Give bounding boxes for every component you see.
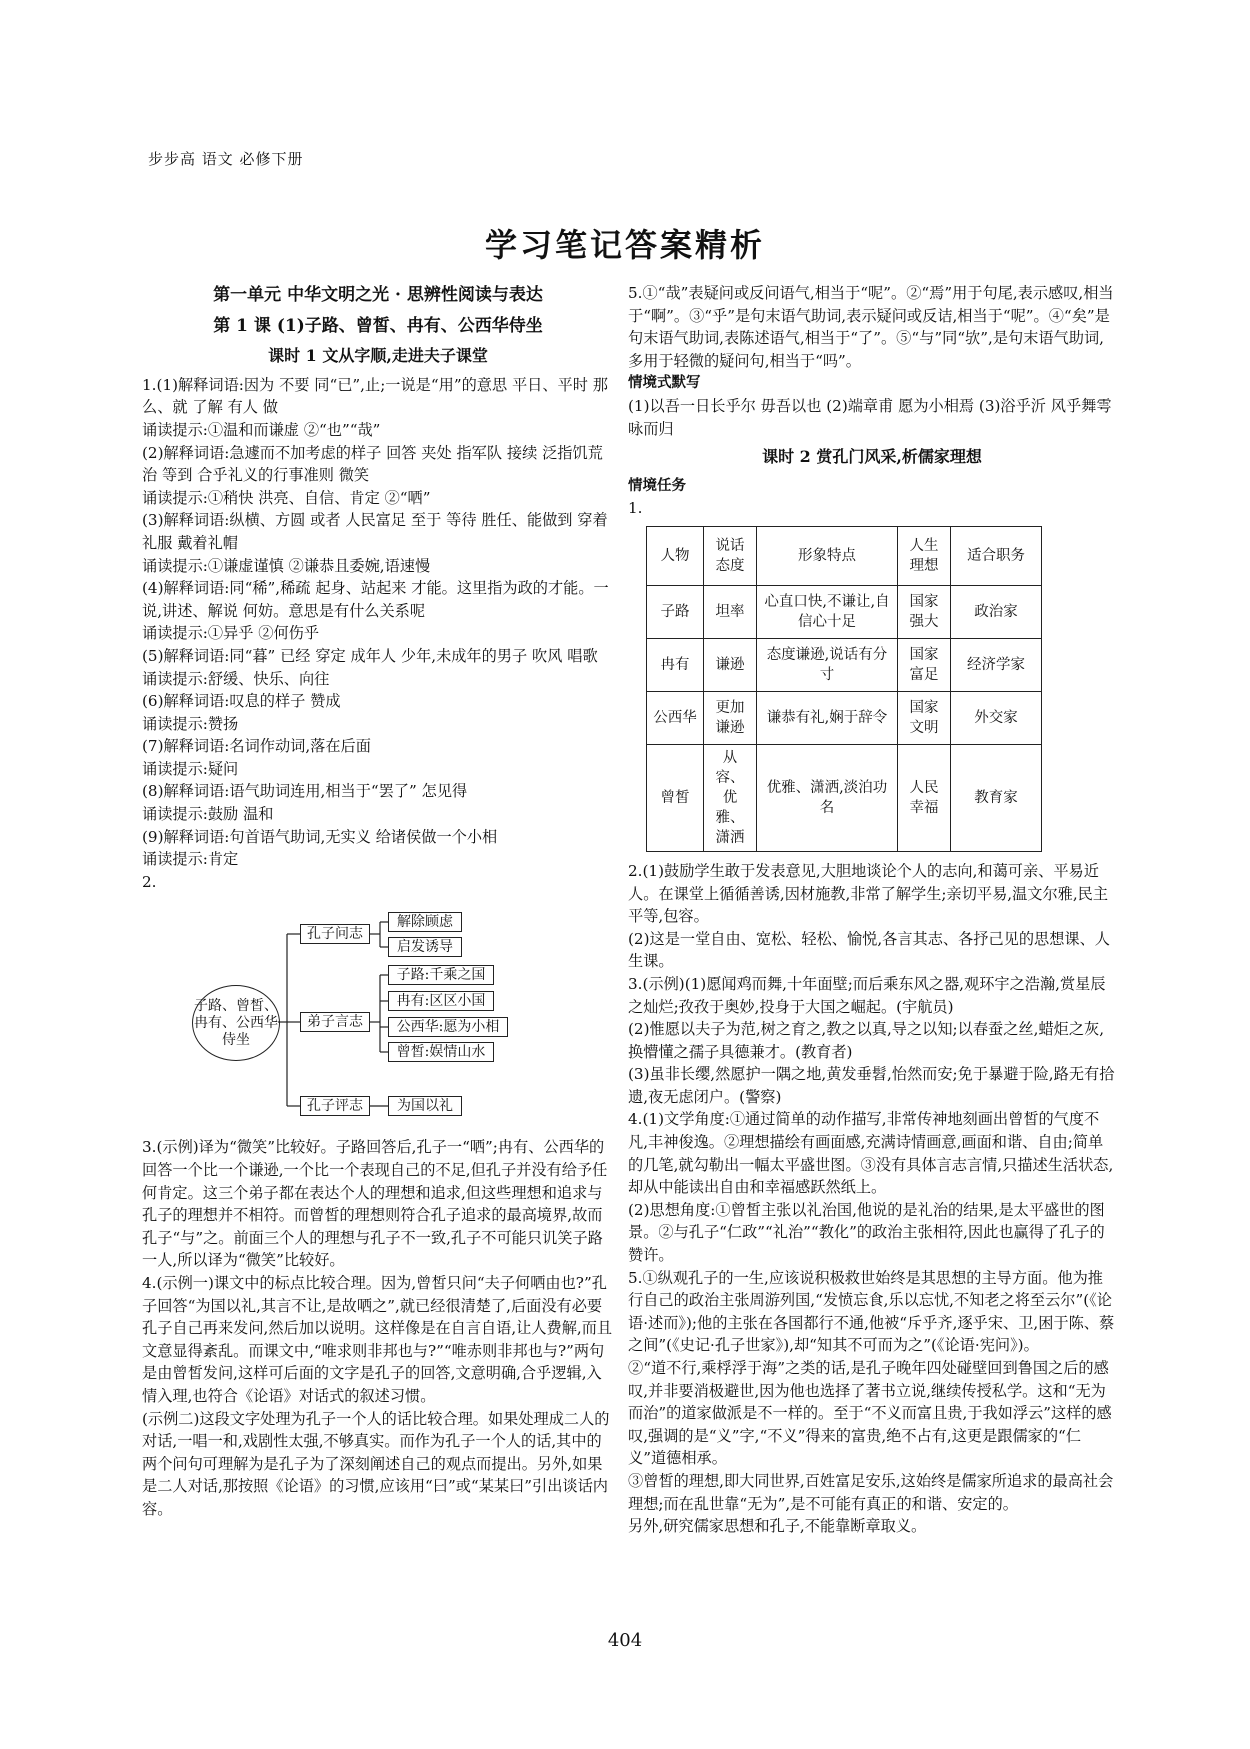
dictation-title: 情境式默写	[628, 374, 701, 392]
q1-line: (4)解释词语:同“稀”,稀疏 起身、站起来 才能。这里指为政的才能。一说,讲述、解说 何妨。意思是有什么关系呢	[142, 579, 609, 620]
table-cell: 人民幸福	[898, 744, 951, 851]
table-cell: 冉有	[647, 638, 704, 691]
q1-line: 诵读提示:鼓励 温和	[142, 805, 274, 824]
left-column	[142, 282, 614, 1521]
question-4-example-1: 4.(示例一)课文中的标点比较合理。因为,曾皙只问“夫子何哂由也?”孔子回答“为国以礼,其言不让,是故哂之”,就已经很清楚了,后面没有必要孔子自己再来发问,然后加以说明。这样像是在自言自语,让人费解,而且文意显得紊乱。而课文中,“唯求则非邦也与?”“唯赤则非邦也与?”两句是由曾皙发问,这样可后面的文字是孔子的回答,文意明确,合乎逻辑,入情入理,也符合《论语》对话式的叙述习惯。	[142, 1274, 613, 1405]
table-header-cell: 人生理想	[898, 526, 951, 585]
q1-line: 诵读提示:①谦虚谨慎 ②谦恭且委婉,语速慢	[142, 556, 431, 575]
table-cell: 国家强大	[898, 585, 951, 638]
answer-2-part-2: (2)这是一堂自由、宽松、轻松、愉悦,各言其志、各抒己见的思想课、人生课。	[628, 929, 1110, 971]
q1-line: (3)解释词语:纵横、方圆 或者 人民富足 至于 等待 胜任、能做到 穿着礼服 戴着礼帽	[142, 511, 608, 552]
q1-line: (5)解释词语:同“暮” 已经 穿定 成年人 少年,未成年的男子 吹风 唱歌	[142, 646, 598, 665]
answer-5-part-4: 另外,研究儒家思想和孔子,不能靠断章取义。	[628, 1517, 927, 1536]
q1-line: (6)解释词语:叹息的样子 赞成	[142, 692, 341, 711]
q1-line: 诵读提示:舒缓、快乐、向往	[142, 669, 330, 688]
table-header-cell: 适合职务	[951, 526, 1042, 585]
period-2-title: 课时 2 赏孔门风采,析儒家理想	[762, 447, 982, 467]
table-header-cell: 形象特点	[757, 526, 898, 585]
diagram-branch: 弟子言志	[300, 1012, 370, 1032]
table-row	[647, 744, 1042, 851]
answer-4-part-1: 4.(1)文学角度:①通过简单的动作描写,非常传神地刻画出曾皙的气度不凡,丰神俊逸。②理想描绘有画面感,充满诗情画意,画面和谐、自由;简单的几笔,就勾勒出一幅太平盛世图。③没有具体言志言情,只描述生活状态,却从中能读出自由和幸福感跃然纸上。	[628, 1110, 1114, 1197]
q1-line: 诵读提示:①稍快 洪亮、自信、肯定 ②“哂”	[142, 488, 431, 507]
table-header-cell: 人物	[647, 526, 704, 585]
q1-line: 诵读提示:①温和而谦虚 ②“也”“哉”	[142, 420, 381, 439]
answer-3-part-3: (3)虽非长缨,然愿护一隅之地,黄发垂髫,怡然而安;免于暴避于险,路无有拾遗,夜无虑闭户。(警察)	[628, 1065, 1115, 1106]
q1-line: (9)解释词语:句首语气助词,无实义 给诸侯做一个小相	[142, 827, 498, 846]
diagram-branch: 孔子问志	[300, 924, 370, 944]
answer-3-part-2: (2)惟愿以夫子为范,树之育之,教之以真,导之以知;以春蚕之丝,蜡炬之灰,换懵懂之孺子具德兼才。(教育者)	[628, 1020, 1105, 1061]
q1-line: 诵读提示:肯定	[142, 850, 239, 869]
table-row	[647, 691, 1042, 744]
table-header-row	[647, 526, 1042, 585]
table-cell: 谦恭有礼,娴于辞令	[757, 691, 898, 744]
table-cell: 政治家	[951, 585, 1042, 638]
diagram-branch: 孔子评志	[300, 1096, 370, 1116]
book-header: 步步高 语文 必修下册	[148, 150, 304, 168]
answer-2-part-1: 2.(1)鼓励学生敢于发表意见,大胆地谈论个人的志向,和蔼可亲、平易近人。在课堂上循循善诱,因材施教,非常了解学生;亲切平易,温文尔雅,民主平等,包容。	[628, 861, 1109, 926]
task-title: 情境任务	[628, 476, 686, 494]
answer-5-part-2: ②“道不行,乘桴浮于海”之类的话,是孔子晚年四处碰壁回到鲁国之后的感叹,并非要消极避世,因为他也选择了著书立说,继续传授私学。这和“无为而治”的道家做派是不一样的。至于“不义而富且贵,于我如浮云”这样的感叹,强调的是“义”字,“不义”得来的富贵,绝不占有,这更是跟儒家的“仁义”道德相承。	[628, 1359, 1112, 1468]
period-1-title: 课时 1 文从字顺,走进夫子课堂	[268, 346, 488, 366]
q1-line: (7)解释词语:名词作动词,落在后面	[142, 737, 371, 756]
table-row	[647, 585, 1042, 638]
diagram-center: 子路、曾皙、冉有、公西华侍坐	[192, 985, 280, 1061]
table-cell: 坦率	[704, 585, 757, 638]
mind-map-diagram	[142, 897, 614, 1132]
table-cell: 心直口快,不谦让,自信心十足	[757, 585, 898, 638]
table-header-cell: 说话态度	[704, 526, 757, 585]
table-cell: 外交家	[951, 691, 1042, 744]
question-5: 5.①“哉”表疑问或反问语气,相当于“呢”。②“焉”用于句尾,表示感叹,相当于“啊”。③“乎”是句末语气助词,表示疑问或反诘,相当于“呢”。④“矣”是句末语气助词,表陈述语气,相当于“了”。⑤“与”同“欤”,是句末语气助词,多用于轻微的疑问句,相当于“吗”。	[628, 284, 1114, 370]
diagram-leaf: 启发诱导	[388, 937, 462, 957]
table-row	[647, 638, 1042, 691]
table-cell: 优雅、潇洒,淡泊功名	[757, 744, 898, 851]
table-cell: 公西华	[647, 691, 704, 744]
page-number: 404	[607, 1630, 643, 1651]
q1-line: 诵读提示:①异乎 ②何伤乎	[142, 624, 320, 643]
q1-line: 1.(1)解释词语:因为 不要 同“已”,止;一说是“用”的意思 平日、平时 那么、就 了解 有人 做	[142, 375, 608, 417]
character-table	[646, 526, 1042, 852]
diagram-leaf: 子路:千乘之国	[388, 965, 494, 985]
table-cell: 经济学家	[951, 638, 1042, 691]
question-4-example-2: (示例二)这段文字处理为孔子一个人的话比较合理。如果处理成二人的对话,一唱一和,戏剧性太强,不够真实。而作为孔子一个人的话,其中的两个问句可理解为是孔子为了深刻阐述自己的观点而提出。另外,如果是二人对话,那按照《论语》的习惯,应该用“曰”或“某某曰”引出谈话内容。	[142, 1409, 610, 1518]
table-cell: 谦逊	[704, 638, 757, 691]
table-cell: 国家富足	[898, 638, 951, 691]
question-2-label: 2.	[142, 872, 157, 891]
answer-5-part-1: 5.①纵观孔子的一生,应该说积极救世始终是其思想的主导方面。他为推行自己的政治主张周游列国,“发愤忘食,乐以忘忧,不知老之将至云尔”(《论语·述而》);他的主张在各国都行不通,他被“斥乎齐,逐乎宋、卫,困于陈、蔡之间”(《史记·孔子世家》),却“知其不可而为之”(《论语·宪问》)。	[628, 1268, 1115, 1355]
table-cell: 教育家	[951, 744, 1042, 851]
table-cell: 曾皙	[647, 744, 704, 851]
diagram-leaf: 冉有:区区小国	[388, 991, 494, 1011]
answer-3-part-1: 3.(示例)(1)愿闻鸡而舞,十年面壁;而后乘东风之器,观环宇之浩瀚,赏星辰之灿烂;孜孜于奥妙,投身于大国之崛起。(宇航员)	[628, 974, 1106, 1016]
question-1	[142, 374, 614, 871]
page-title: 学习笔记答案精析	[484, 226, 765, 264]
table-cell: 更加谦逊	[704, 691, 757, 744]
diagram-leaf: 解除顾虑	[388, 912, 462, 932]
q1-line: 诵读提示:疑问	[142, 759, 239, 778]
table-cell: 子路	[647, 585, 704, 638]
table-cell: 态度谦逊,说话有分寸	[757, 638, 898, 691]
unit-title: 第一单元 中华文明之光 · 思辨性阅读与表达	[213, 285, 543, 305]
table-cell: 从容、优雅、潇洒	[704, 744, 757, 851]
question-3: 3.(示例)译为“微笑”比较好。子路回答后,孔子一“哂”;冉有、公西华的回答一个比一个谦逊,一个比一个表现自己的不足,但孔子并没有给予任何肯定。这三个弟子都在表达个人的理想和追求,但这些理想和追求与孔子的理想并不相符。而曾皙的理想则符合孔子追求的最高境界,故而孔子“与”之。前面三个人的理想与孔子不一致,孔子不可能只讥笑子路一人,所以译为“微笑”比较好。	[142, 1138, 608, 1270]
answer-4-part-2: (2)思想角度:①曾皙主张以礼治国,他说的是礼治的结果,是太平盛世的图景。②与孔子“仁政”“礼治”“教化”的政治主张相符,因此也赢得了孔子的赞许。	[628, 1200, 1105, 1265]
q1-line: (2)解释词语:急遽而不加考虑的样子 回答 夹处 指军队 接续 泛指饥荒 治 等到 合乎礼义的行事准则 微笑	[142, 443, 603, 485]
right-column	[628, 282, 1116, 1538]
answer-5-part-3: ③曾皙的理想,即大同世界,百姓富足安乐,这始终是儒家所追求的最高社会理想;而在乱世靠“无为”,是不可能有真正的和谐、安定的。	[628, 1471, 1114, 1513]
diagram-leaf: 曾皙:娱情山水	[388, 1042, 494, 1062]
dictation-answers: (1)以吾一日长乎尔 毋吾以也 (2)端章甫 愿为小相焉 (3)浴乎沂 风乎舞雩 咏而归	[628, 396, 1112, 438]
lesson-title: 第 1 课 (1)子路、曾皙、冉有、公西华侍坐	[213, 315, 543, 336]
q1-line: (8)解释词语:语气助词连用,相当于“罢了” 怎见得	[142, 782, 468, 801]
diagram-leaf: 为国以礼	[388, 1096, 462, 1116]
diagram-leaf: 公西华:愿为小相	[388, 1017, 508, 1037]
q1-line: 诵读提示:赞扬	[142, 714, 239, 733]
table-cell: 国家文明	[898, 691, 951, 744]
task-1-label: 1.	[628, 499, 643, 518]
